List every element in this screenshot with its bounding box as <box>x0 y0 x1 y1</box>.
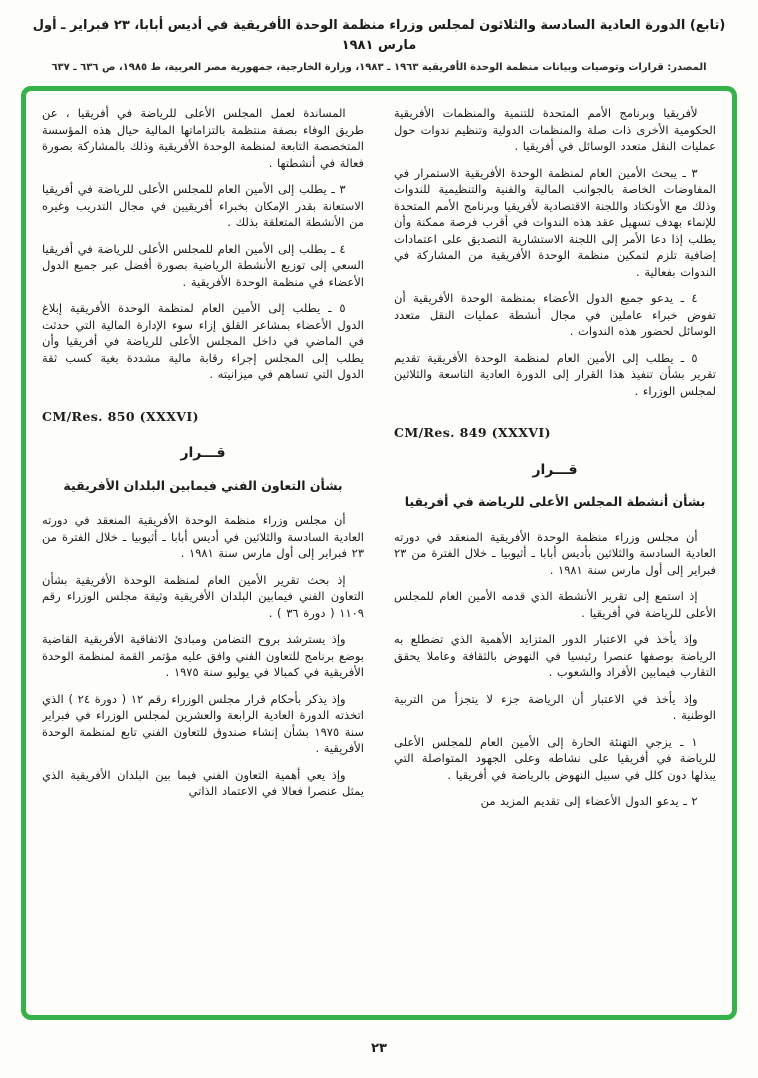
paragraph: ٥ ـ يطلب إلى الأمين العام لمنظمة الوحدة الأفريقية تقديم تقرير بشأن تنفيذ هذا القرار إلى الدورة العادية التاسعة والثلاثين لمجلس الوزراء . <box>394 350 716 398</box>
paragraph: لأفريقيا وبرنامج الأمم المتحدة للتنمية والمنظمات الأفريقية الحكومية الأخرى ذات صلة والمنظمات الدولية وتنظيم ندوات حول عمليات النقل متعدد الوسائل في أفريقيا . <box>394 106 716 153</box>
res-id: CM/Res. 849 (XXXVI) <box>394 425 551 440</box>
paragraph: أن مجلس وزراء منظمة الوحدة الأفريقية المنعقد في دورته العادية السادسة والثلاثين بأديس أبابا ـ أثيوبيا ـ خلال الفترة من ٢٣ فبراير إلى أول مارس سنة ١٩٨١ . <box>394 529 716 577</box>
paragraph: وإذ يعي أهمية التعاون الفني فيما بين البلدان الأفريقية الذي يمثل عنصرا فعالا في الاعتماد الذاتي <box>42 767 364 798</box>
paragraph: ٤ ـ يدعو جميع الدول الأعضاء بمنظمة الوحدة الأفريقية أن تفوض خبراء عاملين في مجال أنشطة عمليات النقل متعدد الوسائل لحضور هذه الندوات . <box>394 291 716 338</box>
paragraph: وإذ يأخذ في الاعتبار أن الرياضة جزء لا يتجزأ من التربية الوطنية . <box>394 691 716 722</box>
page-number: ٢٣ <box>371 1041 387 1056</box>
content-border-box <box>21 86 737 1020</box>
header-session-title: (تابع) الدورة العادية السادسة والثلاثون لمجلس وزراء منظمة الوحدة الأفريقية في أديس أبابا، ٢٣ فبراير ـ أول مارس ١٩٨١ <box>32 18 726 53</box>
res-subject: بشأن التعاون الفني فيمابين البلدان الأفريقية <box>63 477 343 493</box>
paragraph: ٣ ـ يطلب إلى الأمين العام للمجلس الأعلى للرياضة في أفريقيا الاستعانة بقدر الإمكان بخبراء أفريقيين في مجال التدريب وغيره من الأنشطة المتعلقة بذلك . <box>42 182 364 229</box>
paragraph: أن مجلس وزراء منظمة الوحدة الأفريقية المنعقد في دورته العادية السادسة والثلاثين في أديس أبابا ـ أثيوبيا ـ خلال الفترة من ٢٣ فبراير إلى أول مارس سنة ١٩٨١ . <box>42 513 364 560</box>
paragraph: وإذ يأخذ في الاعتبار الدور المتزايد الأهمية الذي تضطلع به الرياضة بوصفها عنصرا رئيسيا في النهوض بالثقافة وعاملا يحقق التقارب فيمابين الأفراد والشعوب . <box>394 632 716 679</box>
page-header <box>24 16 734 73</box>
paragraph: ٢ ـ يدعو الدول الأعضاء إلى تقديم المزيد من <box>480 794 698 808</box>
paragraph: إذ استمع إلى تقرير الأنشطة الذي قدمه الأمين العام للمجلس الأعلى للرياضة في أفريقيا . <box>394 589 716 620</box>
paragraph: ٣ ـ يبحث الأمين العام لمنظمة الوحدة الأفريقية الاستمرار في المفاوضات الخاصة بالجوانب المالية والفنية والتنظيمية للندوات وذلك مع الأونكتاد واللجنة الاقتصادية لأفريقيا وبرنامج الأمم المتحدة للإنماء بهدف تسهيل عقد هذه الندوات في أقرب فرصة ممكنة وأن يطلب إذا دعا الأمر إلى اللجنة الاستشارية التصديق على اعتمادات إضافية تلزم لتمكين منظمة الوحدة الأفريقية من المشاركة في الندوات بفعالية . <box>394 165 716 279</box>
paragraph: وإذ يذكر بأحكام قرار مجلس الوزراء رقم ١٢ ( دورة ٢٤ ) الذي اتخذته الدورة العادية الرابعة والعشرين لمجلس الوزراء في فبراير سنة ١٩٧٥ بشأن إنشاء صندوق للتعاون الفني تابع لمنظمة الوحدة الأفريقية . <box>42 691 364 755</box>
paragraph: ١ ـ يزجي التهنئة الحارة إلى الأمين العام للمجلس الأعلى للرياضة في أفريقيا على نشاطه وعلى الجهود المتواصلة التي يبذلها دون كلل في سبيل النهوض بالرياضة في أفريقيا . <box>394 734 716 782</box>
paragraph: وإذ يسترشد بروح التضامن ومبادئ الاتفاقية الأفريقية القاضية بوضع برنامج للتعاون الفني وافق عليه مؤتمر القمة لمنظمة الوحدة الأفريقية في كمبالا في يوليو سنة ١٩٧٥ . <box>42 632 364 679</box>
res-subject: بشأن أنشطة المجلس الأعلى للرياضة في أفريقيا <box>404 494 706 509</box>
res-title: قـــرار <box>180 445 226 461</box>
paragraph: المساندة لعمل المجلس الأعلى للرياضة في أفريقيا ، عن طريق الوفاء بصفة منتظمة بالتزاماتها المالية حيال هذه المؤسسة المتخصصة التابعة لمنظمة الوحدة الأفريقية وذلك بالمشاركة بصورة فعالة في أنشطتها . <box>42 106 364 170</box>
paragraph: ٤ ـ يطلب إلى الأمين العام للمجلس الأعلى للرياضة في أفريقيا السعي إلى توزيع الأنشطة الرياضية بصورة أفضل عبر جميع الدول الأعضاء في منظمة الوحدة الأفريقية . <box>42 241 364 289</box>
column-right <box>394 105 716 1005</box>
two-column-layout <box>42 105 716 1005</box>
res-id: CM/Res. 850 (XXXVI) <box>42 408 199 424</box>
column-left <box>42 105 364 1005</box>
header-source-line: المصدر: قرارات وتوصيات وبيانات منظمة الوحدة الأفريقية ١٩٦٣ ـ ١٩٨٣، وزارة الخارجية، جمهورية مصر العربية، ط ١٩٨٥، ص ٦٣٦ ـ ٦٣٧ <box>51 62 707 73</box>
paragraph: ٥ ـ يطلب إلى الأمين العام لمنظمة الوحدة الأفريقية إبلاغ الدول الأعضاء بمشاعر القلق إزاء سوء الإدارة المالية التي حدثت في الماضي في داخل المجلس الأعلى للرياضة في أفريقيا وأن يطلب إلى المجلس إجراء رقابة مالية مشددة بغية كسب ثقة الدول التي تساهم في ميزانيته . <box>42 301 364 381</box>
paragraph: إذ بحث تقرير الأمين العام لمنظمة الوحدة الأفريقية بشأن التعاون الفني فيمابين البلدان الأفريقية وثيقة مجلس الوزراء رقم ١١٠٩ ( دورة ٣٦ ) . <box>42 572 364 620</box>
res-title: قـــرار <box>532 461 578 478</box>
